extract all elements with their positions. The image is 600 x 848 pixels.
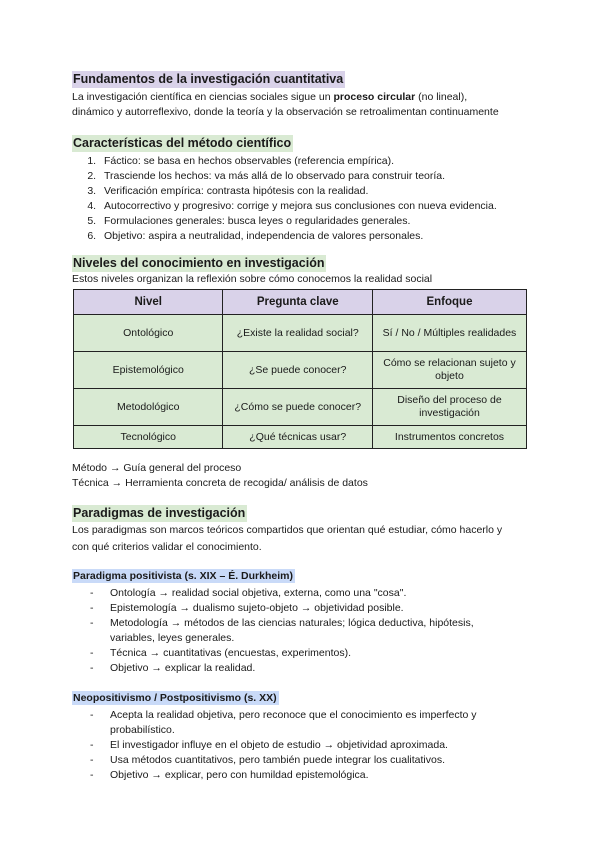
list-item: 2. Trasciende los hechos: va más allá de lo observado para construir teoría.	[99, 169, 532, 184]
niveles-heading-text: Niveles del conocimiento en investigación	[73, 256, 325, 270]
table-row	[74, 315, 527, 352]
list-item: - Ontología → realidad social objetiva, externa, como una "cosa".	[90, 587, 407, 599]
niveles-table	[73, 289, 527, 449]
table-header: Enfoque	[372, 290, 526, 315]
list-item: - El investigador influye en el objeto de estudio → objetividad aproximada.	[90, 739, 448, 751]
table-row	[74, 426, 527, 449]
list-item: 3. Verificación empírica: contrasta hipótesis con la realidad.	[99, 184, 532, 199]
table-cell: ¿Qué técnicas usar?	[223, 426, 372, 449]
neopositivismo-heading	[72, 688, 532, 706]
title-text: Fundamentos de la investigación cuantitativa	[73, 72, 344, 86]
list-item: 4. Autocorrectivo y progresivo: corrige y mejora sus conclusiones con nueva evidencia.	[99, 199, 532, 214]
table-cell: Cómo se relacionan sujeto y objeto	[372, 352, 526, 389]
table-cell: Sí / No / Múltiples realidades	[372, 315, 526, 352]
intro-bold: proceso circular	[333, 91, 416, 103]
page-title	[72, 70, 532, 88]
neopositivismo-heading-text: Neopositivismo / Postpositivismo (s. XX)	[73, 692, 277, 704]
intro-after: (no lineal),	[415, 91, 468, 103]
paradigmas-line2: con qué criterios validar el conocimiento.	[72, 541, 262, 553]
list-item: - Técnica → cuantitativas (encuestas, experimentos).	[90, 647, 352, 659]
positivista-heading-text: Paradigma positivista (s. XIX – É. Durkheim)	[73, 570, 293, 582]
positivista-heading	[72, 566, 532, 584]
table-row	[74, 389, 527, 426]
tecnica-line: Técnica → Herramienta concreta de recogida/ análisis de datos	[72, 477, 368, 489]
list-item: 1. Fáctico: se basa en hechos observables (referencia empírica).	[99, 154, 532, 169]
list-item: 5. Formulaciones generales: busca leyes o regularidades generales.	[99, 214, 532, 229]
list-item: - Acepta la realidad objetiva, pero reconoce que el conocimiento es imperfecto y probabilístico.	[90, 709, 477, 736]
table-cell: ¿Cómo se puede conocer?	[223, 389, 372, 426]
list-item: - Epistemología → dualismo sujeto-objeto → objetividad posible.	[90, 602, 404, 614]
paradigmas-paragraph	[72, 522, 532, 556]
caracteristicas-list	[72, 154, 532, 244]
table-cell: Diseño del proceso de investigación	[372, 389, 526, 426]
table-header: Pregunta clave	[223, 290, 372, 315]
list-item: 6. Objetivo: aspira a neutralidad, independencia de valores personales.	[99, 229, 532, 244]
table-cell: Tecnológico	[74, 426, 223, 449]
list-item: - Objetivo → explicar, pero con humildad epistemológica.	[90, 769, 369, 781]
caracteristicas-heading	[72, 134, 532, 152]
document-page	[72, 70, 532, 783]
caracteristicas-heading-text: Características del método científico	[73, 136, 292, 150]
paradigmas-line1: Los paradigmas son marcos teóricos compartidos que orientan qué estudiar, cómo hacerlo y	[72, 524, 503, 536]
intro-paragraph	[72, 90, 532, 120]
table-cell: ¿Se puede conocer?	[223, 352, 372, 389]
table-cell: Epistemológico	[74, 352, 223, 389]
intro-line2: dinámico y autorreflexivo, donde la teoría y la observación se retroalimentan continuamente	[72, 106, 499, 118]
niveles-heading	[72, 254, 532, 272]
table-cell: Metodológico	[74, 389, 223, 426]
list-item: - Usa métodos cuantitativos, pero también puede integrar los cualitativos.	[90, 754, 446, 766]
table-cell: Instrumentos concretos	[372, 426, 526, 449]
niveles-subtitle: Estos niveles organizan la reflexión sobre cómo conocemos la realidad social	[72, 273, 433, 285]
table-cell: Ontológico	[74, 315, 223, 352]
metodo-line: Método → Guía general del proceso	[72, 462, 242, 474]
list-item: - Objetivo → explicar la realidad.	[90, 662, 256, 674]
positivista-list	[72, 586, 532, 676]
table-cell: ¿Existe la realidad social?	[223, 315, 372, 352]
intro-before: La investigación científica en ciencias sociales sigue un	[72, 91, 334, 103]
list-item: - Metodología → métodos de las ciencias naturales; lógica deductiva, hipótesis, variables, leyes generales.	[90, 617, 474, 644]
paradigmas-heading	[72, 504, 532, 522]
paradigmas-heading-text: Paradigmas de investigación	[73, 506, 246, 520]
table-header: Nivel	[74, 290, 223, 315]
neopositivismo-list	[72, 708, 532, 783]
table-row	[74, 352, 527, 389]
table-header-row	[74, 290, 527, 315]
